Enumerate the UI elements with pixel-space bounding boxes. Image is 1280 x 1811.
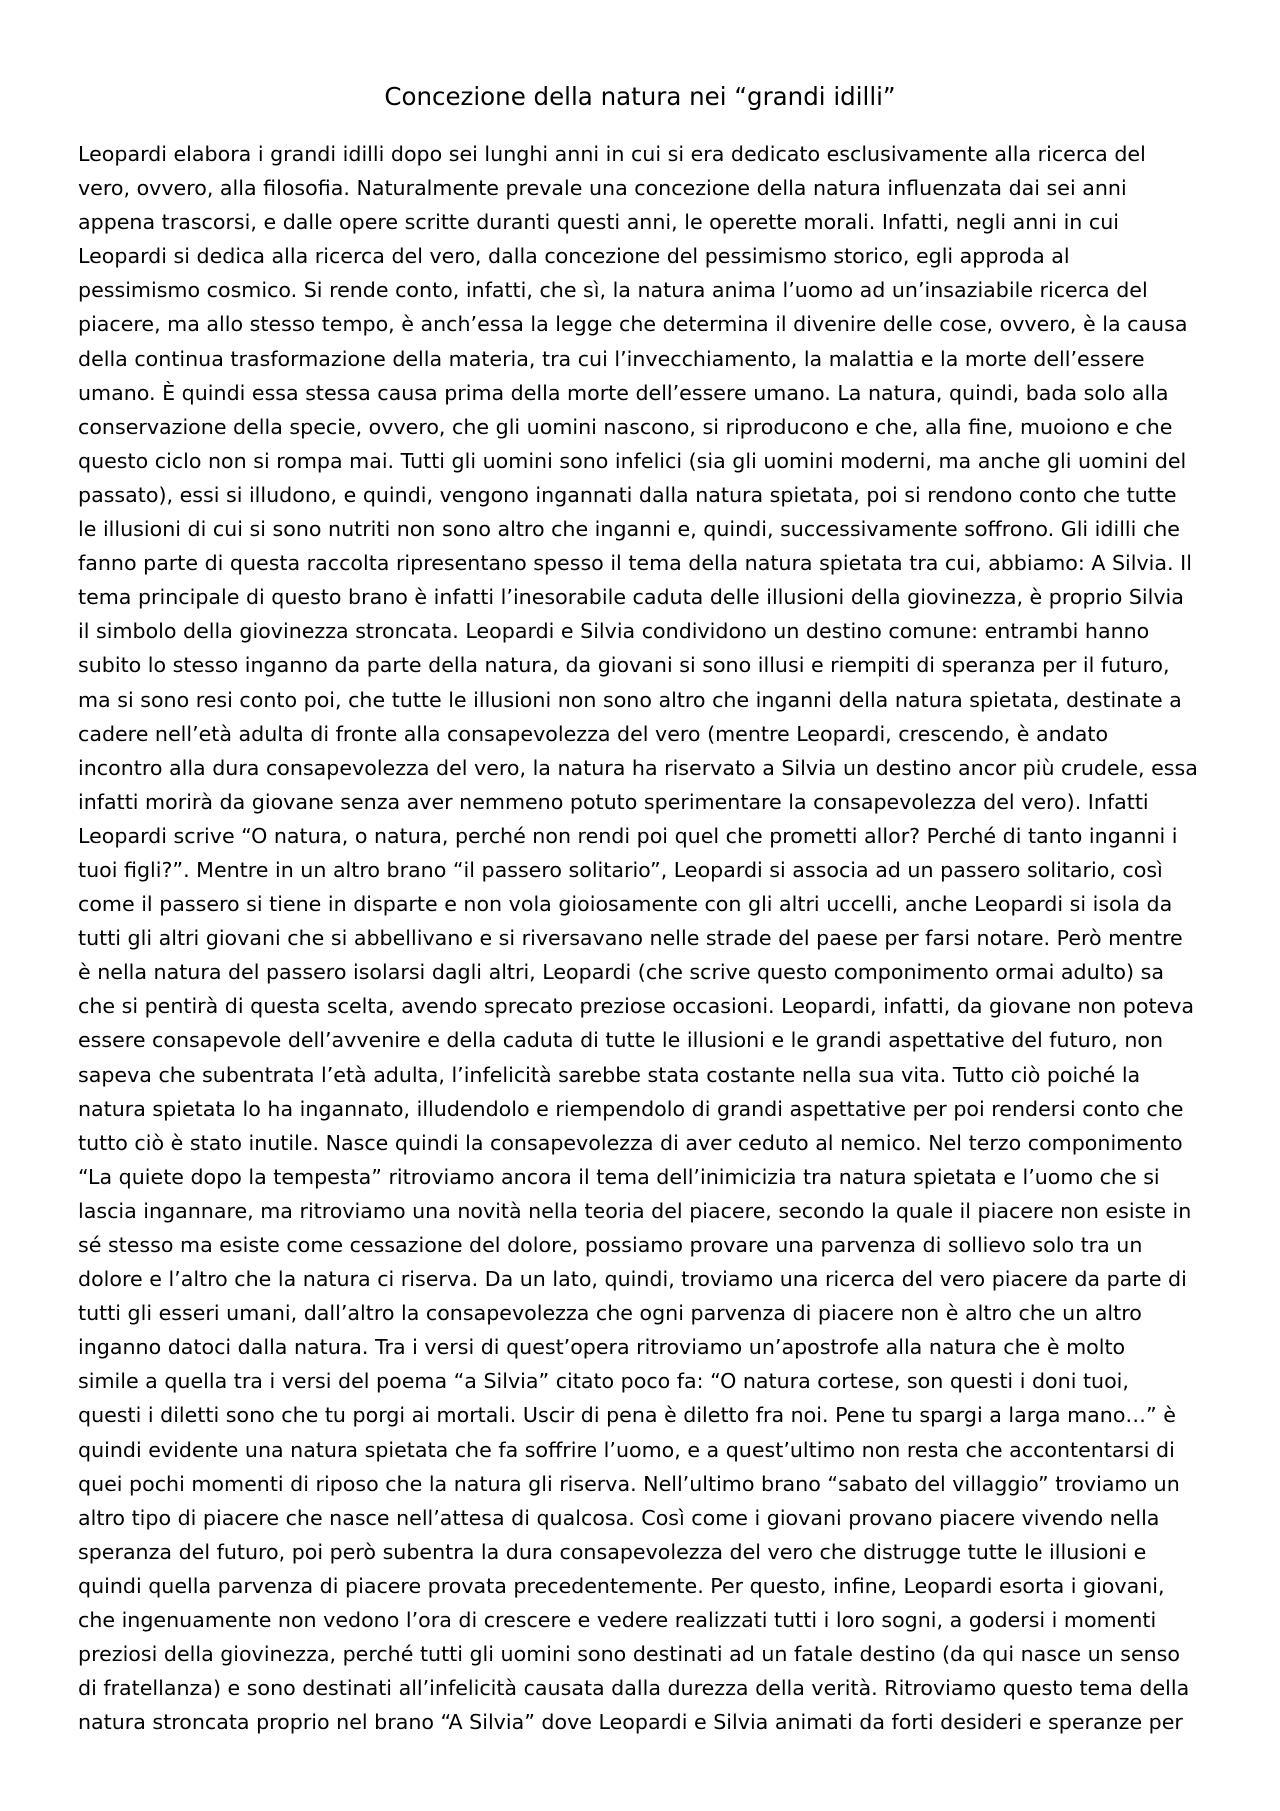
body-line: che ingenuamente non vedono l’ora di crescere e vedere realizzati tutti i loro sogni, a godersi i momenti (78, 1608, 1157, 1633)
body-line: speranza del futuro, poi però subentra la dura consapevolezza del vero che distrugge tutte le illusioni e (78, 1539, 1147, 1564)
body-line: tuoi figli?”. Mentre in un altro brano “il passero solitario”, Leopardi si associa ad un passero solitario, così (78, 857, 1163, 882)
body-line: piacere, ma allo stesso tempo, è anch’essa la legge che determina il divenire delle cose, ovvero, è la causa (78, 312, 1188, 337)
body-line: lascia ingannare, ma ritroviamo una novità nella teoria del piacere, secondo la quale il piacere non esiste in (78, 1198, 1192, 1223)
body-line: fanno parte di questa raccolta ripresentano spesso il tema della natura spietata tra cui, abbiamo: A Silvia. Il (78, 551, 1192, 576)
body-line: Leopardi elabora i grandi idilli dopo sei lunghi anni in cui si era dedicato esclusivamente alla ricerca del (78, 142, 1146, 166)
body-line: vero, ovvero, alla filosofia. Naturalmente prevale una concezione della natura influenzata dai sei anni (78, 176, 1127, 201)
body-line: tema principale di questo brano è infatti l’inesorabile caduta delle illusioni della giovinezza, è proprio Silvia (78, 585, 1184, 610)
body-line: simile a quella tra i versi del poema “a Silvia” citato poco fa: “O natura cortese, son questi i doni tuoi, (78, 1369, 1129, 1394)
body-line: della continua trasformazione della materia, tra cui l’invecchiamento, la malattia e la morte dell’essere (78, 346, 1145, 371)
body-line: di fratellanza) e sono destinati all’infelicità causata dalla durezza della verità. Ritroviamo questo tema della (78, 1676, 1190, 1701)
body-line: quindi evidente una natura spietata che fa soffrire l’uomo, e a quest’ultimo non resta che accontentarsi di (78, 1437, 1175, 1462)
body-line: infatti morirà da giovane senza aver nemmeno potuto sperimentare la consapevolezza del vero). Infatti (78, 789, 1149, 814)
body-line: questi i diletti sono che tu porgi ai mortali. Uscir di pena è diletto fra noi. Pene tu spargi a larga mano…” è (78, 1403, 1176, 1428)
body-line: preziosi della giovinezza, perché tutti gli uomini sono destinati ad un fatale destino (da qui nasce un senso (78, 1642, 1180, 1667)
body-line: tutti gli esseri umani, dall’altro la consapevolezza che ogni parvenza di piacere non è altro che un altro (78, 1301, 1142, 1326)
body-line: che si pentirà di questa scelta, avendo sprecato preziose occasioni. Leopardi, infatti, da giovane non poteva (78, 994, 1195, 1019)
body-line: appena trascorsi, e dalle opere scritte duranti questi anni, le operette morali. Infatti, negli anni in cui (78, 210, 1119, 235)
body-line: sapeva che subentrata l’età adulta, l’infelicità sarebbe stata costante nella sua vita. Tutto ciò poiché la (78, 1062, 1141, 1087)
document-title: Concezione della natura nei “grandi idilli” (384, 82, 896, 111)
body-line: umano. È quindi essa stessa causa prima della morte dell’essere umano. La natura, quindi, bada solo alla (78, 380, 1169, 405)
body-line: pessimismo cosmico. Si rende conto, infatti, che sì, la natura anima l’uomo ad un’insaziabile ricerca del (78, 278, 1148, 303)
body-line: Leopardi si dedica alla ricerca del vero, dalla concezione del pessimismo storico, egli approda al (78, 244, 1070, 269)
body-line: quei pochi momenti di riposo che la natura gli riserva. Nell’ultimo brano “sabato del villaggio” troviamo un (78, 1471, 1180, 1496)
body-line: questo ciclo non si rompa mai. Tutti gli uomini sono infelici (sia gli uomini moderni, ma anche gli uomini del (78, 448, 1187, 473)
body-line: cadere nell’età adulta di fronte alla consapevolezza del vero (mentre Leopardi, crescendo, è andato (78, 721, 1109, 746)
body-line: come il passero si tiene in disparte e non vola gioiosamente con gli altri uccelli, anche Leopardi si isola da (78, 892, 1173, 917)
body-line: natura spietata lo ha ingannato, illudendolo e riempendolo di grandi aspettative per poi rendersi conto che (78, 1096, 1184, 1121)
body-line: subito lo stesso inganno da parte della natura, da giovani si sono illusi e riempiti di speranza per il futuro, (78, 653, 1170, 678)
body-line: essere consapevole dell’avvenire e della caduta di tutte le illusioni e le grandi aspettative del futuro, non (78, 1028, 1164, 1053)
body-line: le illusioni di cui si sono nutriti non sono altro che inganni e, quindi, successivamente soffrono. Gli idilli che (78, 517, 1180, 542)
body-line: quindi quella parvenza di piacere provata precedentemente. Per questo, infine, Leopardi esorta i giovani, (78, 1573, 1165, 1598)
body-line: Leopardi scrive “O natura, o natura, perché non rendi poi quel che prometti allor? Perché di tanto inganni i (78, 823, 1178, 848)
body-line: incontro alla dura consapevolezza del vero, la natura ha riservato a Silvia un destino ancor più crudele, essa (78, 755, 1198, 780)
body-line: dolore e l’altro che la natura ci riserva. Da un lato, quindi, troviamo una ricerca del vero piacere da parte di (78, 1267, 1187, 1292)
body-line: passato), essi si illudono, e quindi, vengono ingannati dalla natura spietata, poi si rendono conto che tutte (78, 482, 1177, 507)
body-line: ma si sono resi conto poi, che tutte le illusioni non sono altro che inganni della natura spietata, destinate a (78, 687, 1182, 712)
body-line: è nella natura del passero isolarsi dagli altri, Leopardi (che scrive questo componimento ormai adulto) sa (78, 960, 1164, 985)
body-line: altro tipo di piacere che nasce nell’attesa di qualcosa. Così come i giovani provano piacere vivendo nella (78, 1505, 1160, 1530)
body-line: tutti gli altri giovani che si abbellivano e si riversavano nelle strade del paese per farsi notare. Però mentre (78, 926, 1183, 951)
body-line: sé stesso ma esiste come cessazione del dolore, possiamo provare una parvenza di sollievo solo tra un (78, 1233, 1143, 1257)
body-line: il simbolo della giovinezza stroncata. Leopardi e Silvia condividono un destino comune: entrambi hanno (78, 619, 1150, 644)
body-line: tutto ciò è stato inutile. Nasce quindi la consapevolezza di aver ceduto al nemico. Nel terzo componimento (78, 1130, 1183, 1155)
body-line: conservazione della specie, ovvero, che gli uomini nascono, si riproducono e che, alla fine, muoiono e che (78, 414, 1173, 439)
body-line: “La quiete dopo la tempesta” ritroviamo ancora il tema dell’inimicizia tra natura spietata e l’uomo che si (78, 1164, 1160, 1189)
body-line: natura stroncata proprio nel brano “A Silvia” dove Leopardi e Silvia animati da forti desideri e speranze per (78, 1710, 1183, 1735)
document-body (78, 137, 1208, 1739)
body-line: inganno datoci dalla natura. Tra i versi di quest’opera ritroviamo un’apostrofe alla natura che è molto (78, 1335, 1126, 1360)
